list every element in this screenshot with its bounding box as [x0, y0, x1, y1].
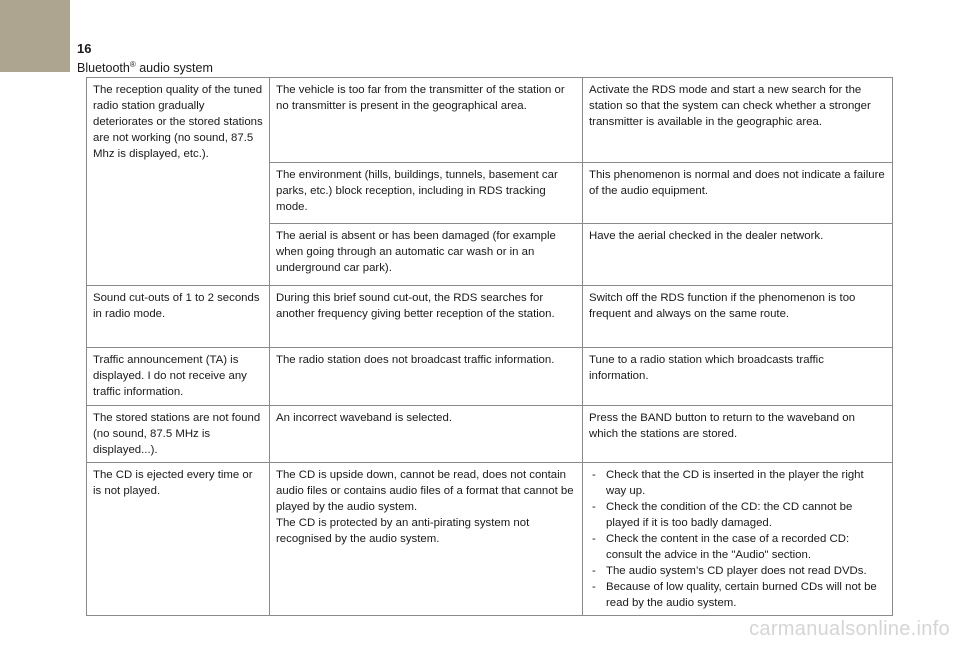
solution-cell: Have the aerial checked in the dealer network.: [583, 224, 893, 286]
cause-cell: An incorrect waveband is selected.: [270, 406, 583, 463]
table-row: [87, 463, 893, 616]
cause-line: The CD is protected by an anti-pirating system not recognised by the audio system.: [276, 517, 530, 545]
list-item: - Because of low quality, certain burned CDs will not be read by the audio system.: [589, 579, 886, 611]
question-cell: Traffic announcement (TA) is displayed. I do not receive any traffic information.: [87, 348, 270, 406]
table-row: [87, 406, 893, 463]
question-cell: The CD is ejected every time or is not played.: [87, 463, 270, 616]
solution-cell: Press the BAND button to return to the waveband on which the stations are stored.: [583, 406, 893, 463]
cause-cell: The environment (hills, buildings, tunnels, basement car parks, etc.) block reception, including in RDS tracking mode.: [270, 163, 583, 224]
solution-cell: Switch off the RDS function if the phenomenon is too frequent and always on the same route.: [583, 286, 893, 348]
table-row: [87, 78, 893, 163]
section-title-main: Bluetooth: [77, 61, 130, 76]
corner-tab: [0, 0, 70, 72]
solution-cell: [583, 463, 893, 616]
section-title: [77, 57, 213, 76]
section-title-rest: audio system: [135, 61, 213, 76]
table-row: [87, 348, 893, 406]
registered-mark: ®: [129, 60, 136, 69]
page-number: 16: [77, 41, 92, 56]
list-item: - The audio system’s CD player does not read DVDs.: [589, 563, 886, 579]
cause-cell: [270, 463, 583, 616]
cause-cell: The radio station does not broadcast traffic information.: [270, 348, 583, 406]
cause-cell: During this brief sound cut-out, the RDS searches for another frequency giving better reception of the station.: [270, 286, 583, 348]
question-cell: The reception quality of the tuned radio station gradually deteriorates or the stored stations are not working (no sound, 87.5 Mhz is displayed, etc.).: [87, 78, 270, 286]
table-row: [87, 286, 893, 348]
question-cell: The stored stations are not found (no sound, 87.5 MHz is displayed...).: [87, 406, 270, 463]
list-item: - Check the condition of the CD: the CD cannot be played if it is too badly damaged.: [589, 499, 886, 531]
troubleshooting-table: [86, 77, 893, 616]
question-cell: Sound cut-outs of 1 to 2 seconds in radio mode.: [87, 286, 270, 348]
solution-cell: This phenomenon is normal and does not indicate a failure of the audio equipment.: [583, 163, 893, 224]
solution-cell: Activate the RDS mode and start a new search for the station so that the system can check whether a stronger transmitter is available in the geographic area.: [583, 78, 893, 163]
watermark: carmanualsonline.info: [749, 618, 950, 640]
list-item: - Check that the CD is inserted in the player the right way up.: [589, 467, 886, 499]
solution-cell: Tune to a radio station which broadcasts traffic information.: [583, 348, 893, 406]
solution-list: [589, 467, 886, 611]
list-item: - Check the content in the case of a recorded CD: consult the advice in the "Audio" section.: [589, 531, 886, 563]
cause-cell: The aerial is absent or has been damaged (for example when going through an automatic car wash or in an underground car park).: [270, 224, 583, 286]
cause-line: The CD is upside down, cannot be read, does not contain audio files or contains audio files of a format that cannot be played by the audio system.: [276, 469, 574, 513]
cause-cell: The vehicle is too far from the transmitter of the station or no transmitter is present in the geographical area.: [270, 78, 583, 163]
